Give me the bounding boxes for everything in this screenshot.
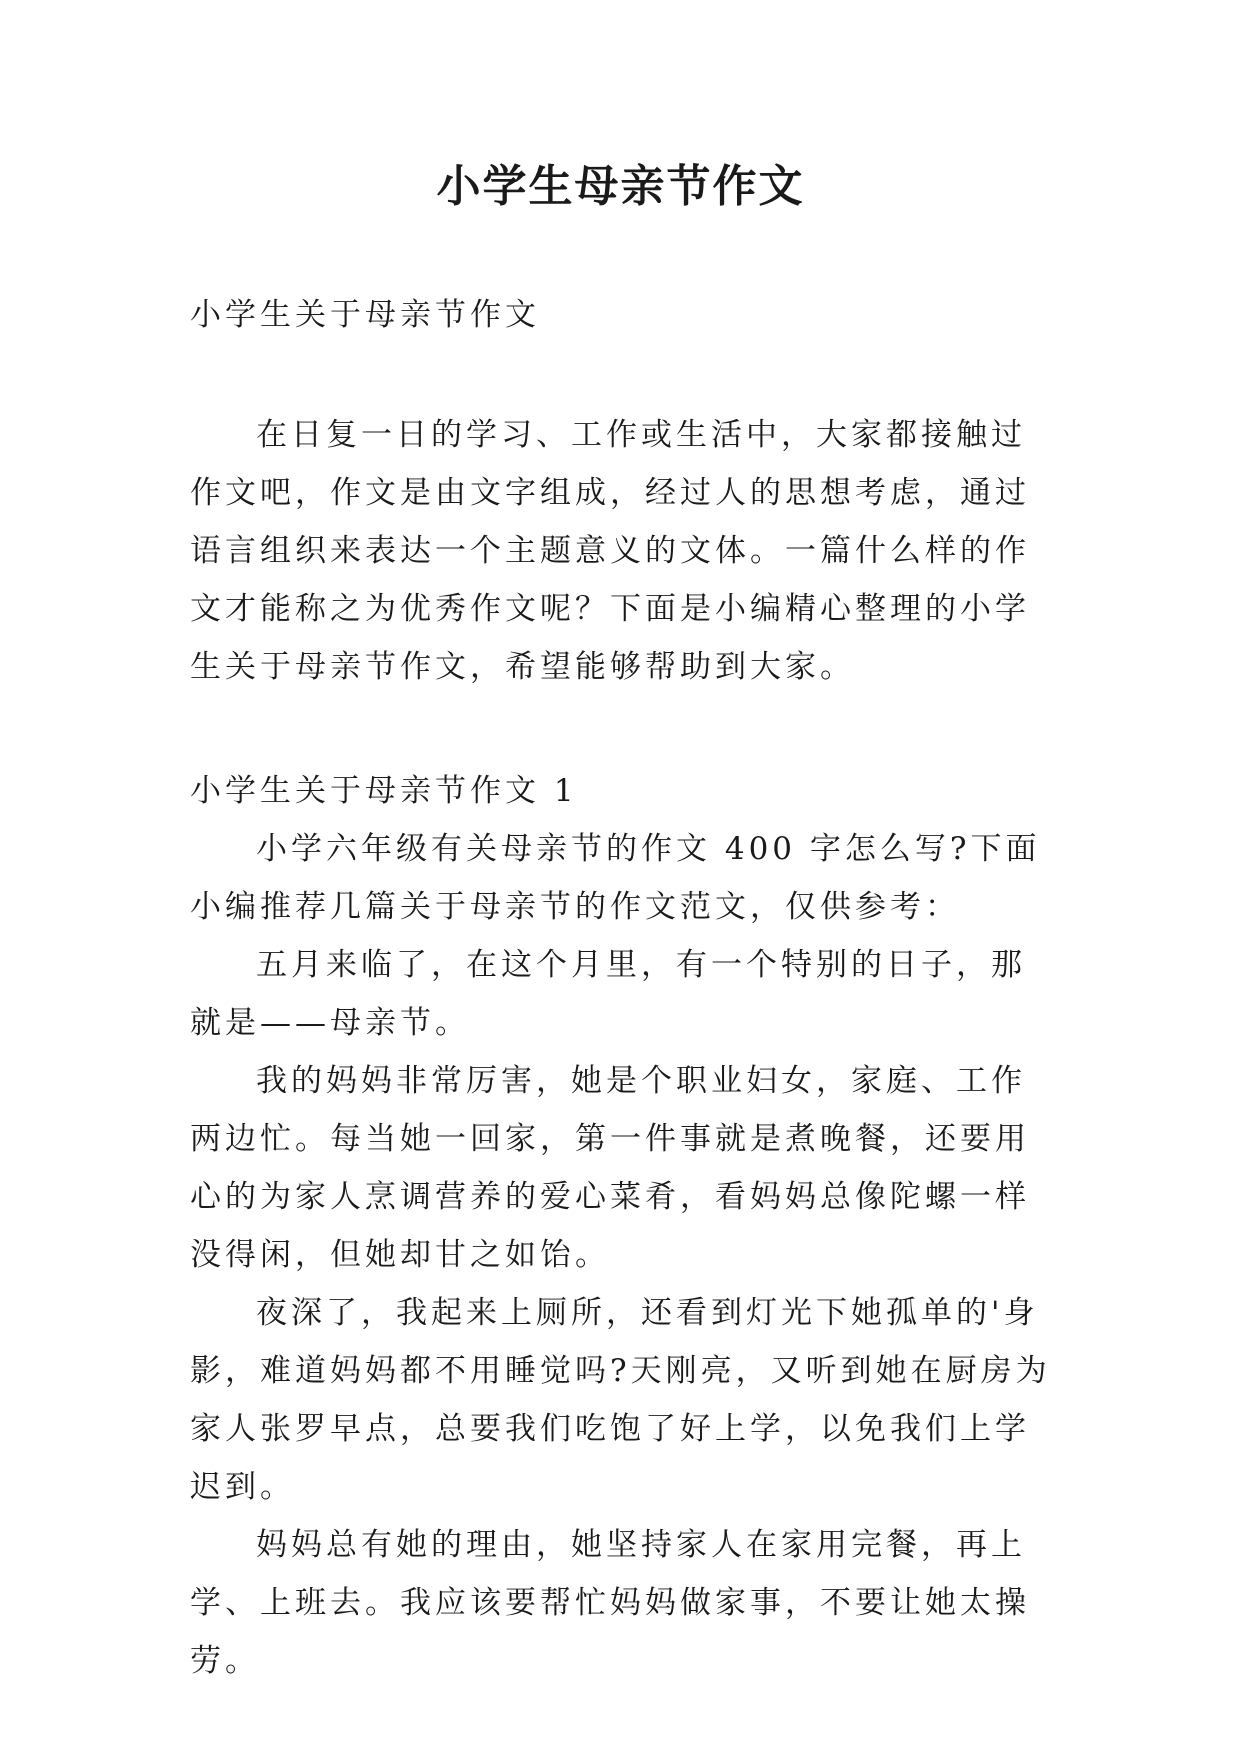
intro-paragraph: 在日复一日的学习、工作或生活中，大家都接触过作文吧，作文是由文字组成，经过人的思想考虑，通过语言组织来表达一个主题意义的文体。一篇什么样的作文才能称之为优秀作文呢？下面是小编精心整理的小学生关于母亲节作文，希望能够帮助到大家。 [190, 417, 1030, 685]
essay-paragraph: 妈妈总有她的理由，她坚持家人在家用完餐，再上学、上班去。我应该要帮忙妈妈做家事，不要让她太操劳。 [190, 1527, 1030, 1679]
document-title: 小学生母亲节作文 [436, 161, 805, 212]
essay-heading: 小学生关于母亲节作文 1 [190, 773, 578, 809]
essay-paragraph: 夜深了，我起来上厕所，还看到灯光下她孤单的'身影，难道妈妈都不用睡觉吗?天刚亮，又听到她在厨房为家人张罗早点，总要我们吃饱了好上学，以免我们上学迟到。 [190, 1295, 1051, 1505]
document-subtitle: 小学生关于母亲节作文 [190, 297, 540, 333]
essay-paragraph: 小学六年级有关母亲节的作文 400 字怎么写?下面小编推荐几篇关于母亲节的作文范文，仅供参考： [190, 831, 1041, 925]
essay-block [190, 762, 1060, 1690]
essay-paragraph: 我的妈妈非常厉害，她是个职业妇女，家庭、工作两边忙。每当她一回家，第一件事就是煮晚餐，还要用心的为家人烹调营养的爱心菜肴，看妈妈总像陀螺一样没得闲，但她却甘之如饴。 [190, 1063, 1030, 1273]
essay-paragraph: 五月来临了，在这个月里，有一个特别的日子，那就是——母亲节。 [190, 947, 1026, 1041]
intro-block [190, 406, 1060, 696]
